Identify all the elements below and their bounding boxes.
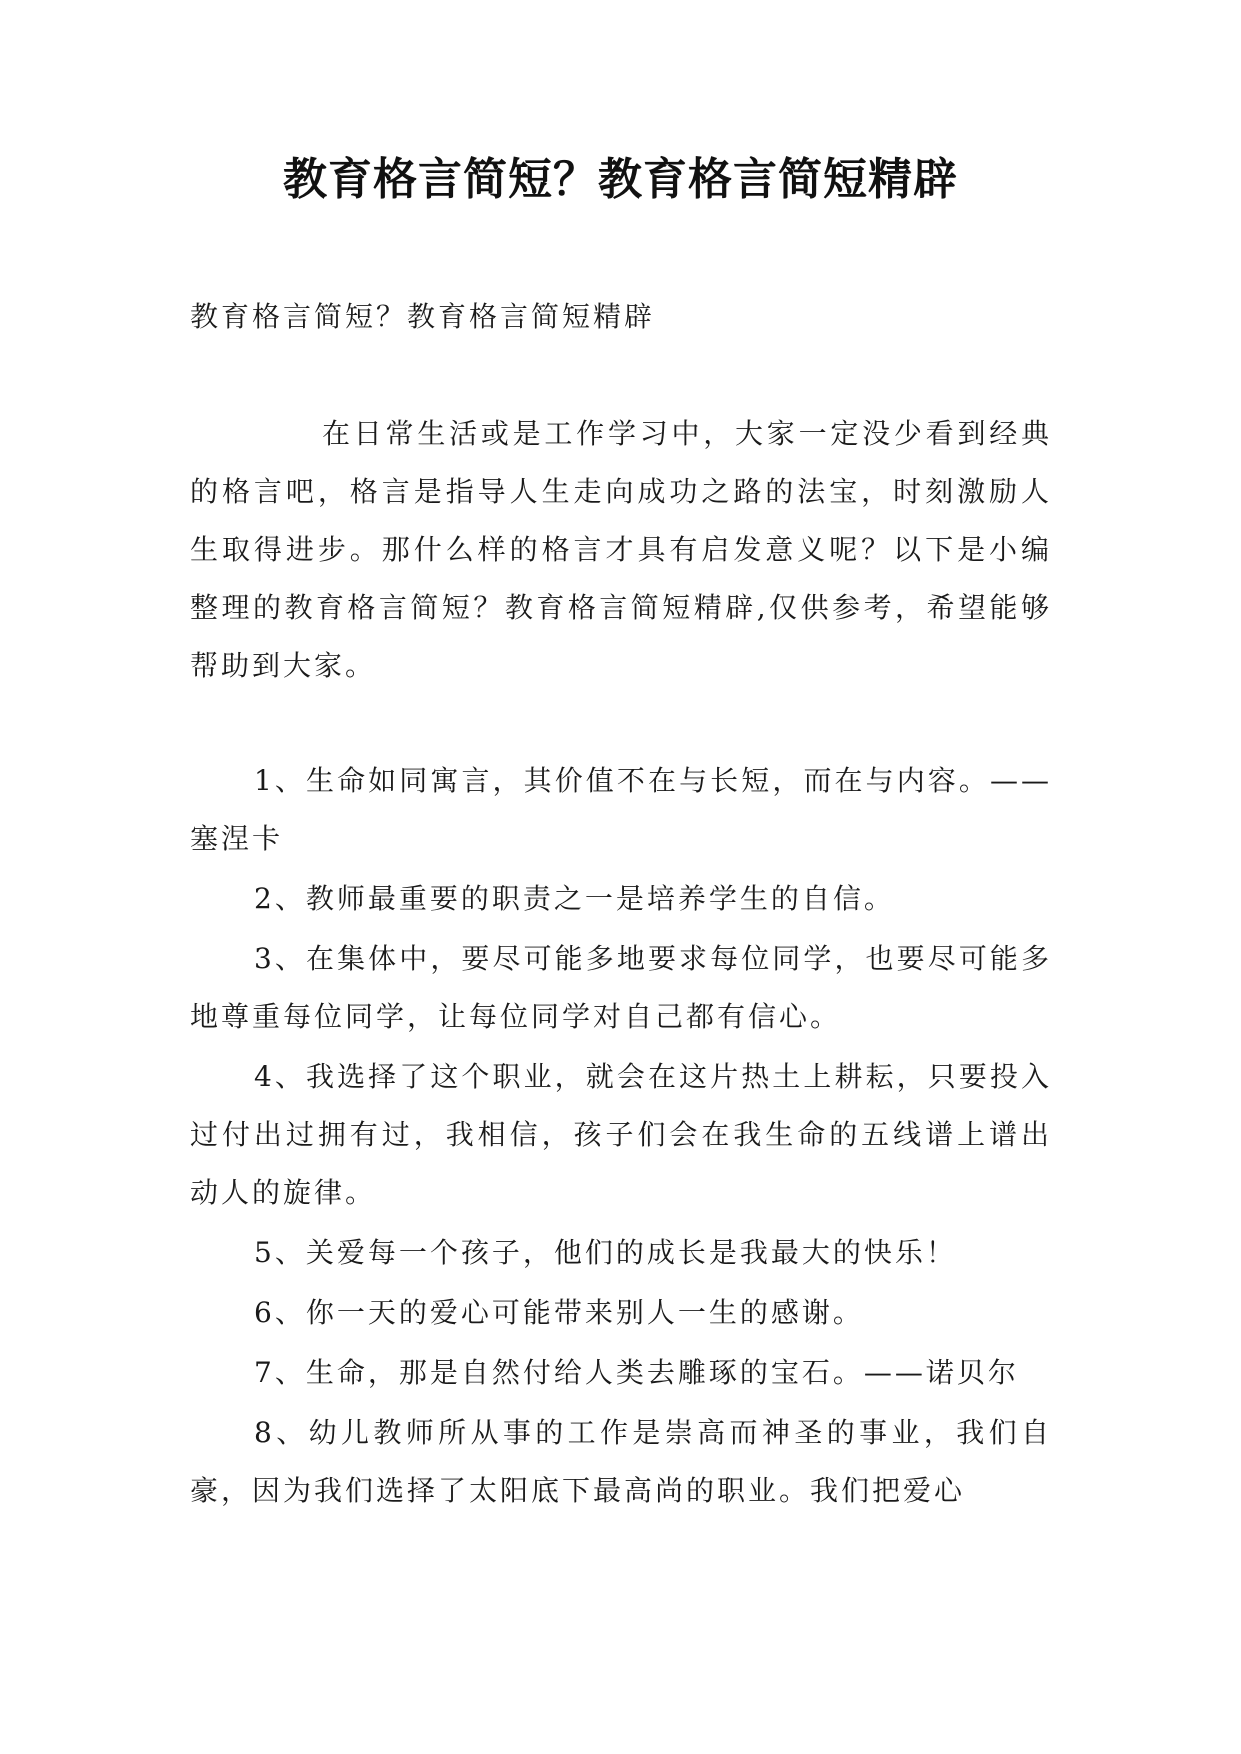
quote-item: 4、我选择了这个职业，就会在这片热土上耕耘，只要投入过付出过拥有过，我相信，孩子们会在我生命的五线谱上谱出动人的旋律。 — [190, 1060, 1052, 1209]
quote-list — [190, 752, 1052, 1522]
document-subtitle: 教育格言简短？教育格言简短精辟 — [190, 300, 656, 333]
quote-item: 8、幼儿教师所从事的工作是崇高而神圣的事业，我们自豪，因为我们选择了太阳底下最高尚的职业。我们把爱心 — [190, 1416, 1052, 1507]
quote-item: 7、生命，那是自然付给人类去雕琢的宝石。——诺贝尔 — [254, 1356, 1019, 1389]
quote-item: 5、关爱每一个孩子，他们的成长是我最大的快乐！ — [254, 1236, 957, 1269]
document-title: 教育格言简短？教育格言简短精辟 — [283, 154, 958, 205]
quote-item: 3、在集体中，要尽可能多地要求每位同学，也要尽可能多地尊重每位同学，让每位同学对自己都有信心。 — [190, 942, 1052, 1033]
quote-item: 1、生命如同寓言，其价值不在与长短，而在与内容。——塞涅卡 — [190, 764, 1052, 855]
intro-paragraph: 在日常生活或是工作学习中，大家一定没少看到经典的格言吧，格言是指导人生走向成功之路的法宝，时刻激励人生取得进步。那什么样的格言才具有启发意义呢？以下是小编整理的教育格言简短？教育格言简短精辟,仅供参考，希望能够帮助到大家。 — [190, 417, 1052, 682]
quote-item: 2、教师最重要的职责之一是培养学生的自信。 — [254, 882, 895, 915]
quote-item: 6、你一天的爱心可能带来别人一生的感谢。 — [254, 1296, 864, 1329]
